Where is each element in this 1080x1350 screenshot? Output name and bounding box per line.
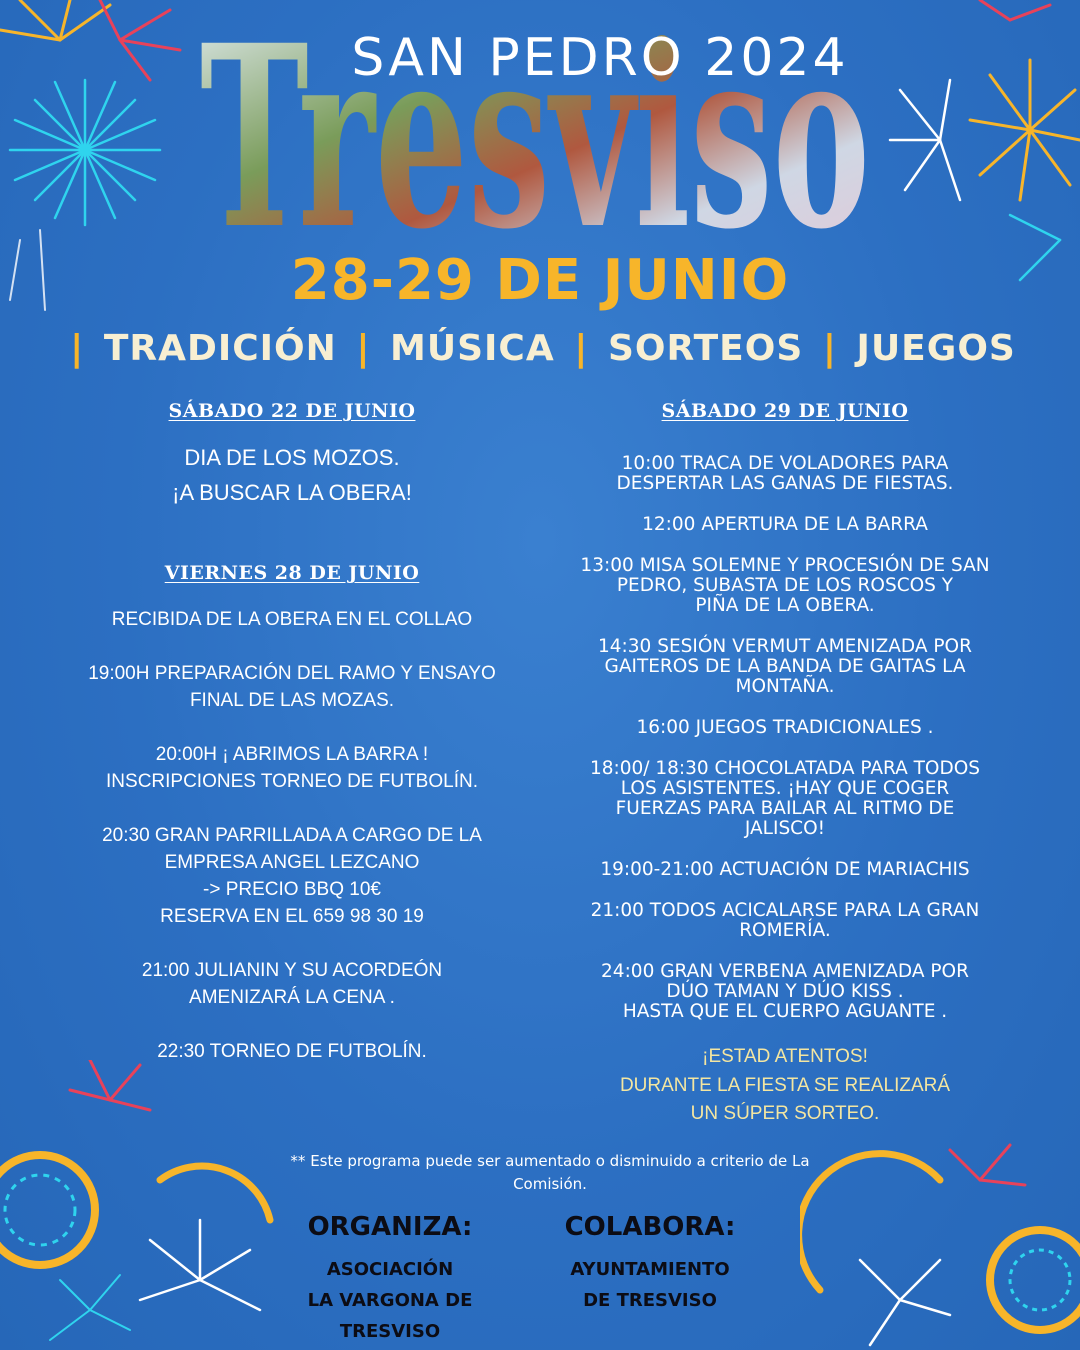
collaborator-block	[550, 1212, 750, 1316]
schedule-item: DIA DE LOS MOZOS. ¡A BUSCAR LA OBERA!	[172, 445, 412, 505]
separator: |	[822, 328, 837, 369]
day-heading-sabado-22: SÁBADO 22 DE JUNIO	[168, 400, 416, 422]
theme-musica: MÚSICA	[390, 328, 555, 369]
organiza-name: ASOCIACIÓN LA VARGONA DE TRESVISO	[307, 1259, 473, 1342]
schedule-right-column	[560, 400, 1010, 1129]
schedule-item: 21:00 JULIANIN Y SU ACORDEÓN AMENIZARÁ LA CENA .	[141, 960, 443, 1008]
schedule-item: 22:30 TORNEO DE FUTBOLÍN.	[157, 1041, 427, 1062]
schedule-item: 19:00-21:00 ACTUACIÓN DE MARIACHIS	[600, 859, 970, 880]
separator: |	[356, 328, 371, 369]
theme-juegos: JUEGOS	[856, 328, 1016, 369]
fireworks-bottom-left	[0, 1060, 290, 1350]
separator: |	[574, 328, 589, 369]
schedule-item: 10:00 TRACA DE VOLADORES PARA DESPERTAR LAS GANAS DE FIESTAS.	[616, 453, 954, 494]
schedule-item: 24:00 GRAN VERBENA AMENIZADA POR DÚO TAMAN Y DÚO KISS . HASTA QUE EL CUERPO AGUANTE .	[601, 961, 969, 1022]
themes-bar	[0, 328, 1080, 369]
schedule-item: 16:00 JUEGOS TRADICIONALES .	[636, 717, 934, 738]
schedule-item: 14:30 SESIÓN VERMUT AMENIZADA POR GAITEROS DE LA BANDA DE GAITAS LA MONTAÑA.	[598, 636, 972, 697]
day-heading-sabado-29: SÁBADO 29 DE JUNIO	[661, 400, 909, 422]
schedule-item: 19:00H PREPARACIÓN DEL RAMO Y ENSAYO FINAL DE LAS MOZAS.	[88, 663, 496, 711]
schedule-item: 18:00/ 18:30 CHOCOLATADA PARA TODOS LOS ASISTENTES. ¡HAY QUE COGER FUERZAS PARA BAILAR AL RITMO DE JALISCO!	[589, 758, 981, 839]
raffle-announcement: ¡ESTAD ATENTOS! DURANTE LA FIESTA SE REALIZARÁ UN SÚPER SORTEO.	[619, 1046, 951, 1124]
event-tagline: SAN PEDRO 2024	[351, 28, 849, 88]
organizer-block	[290, 1212, 490, 1347]
colabora-title: COLABORA:	[564, 1212, 736, 1242]
day-heading-viernes-28: VIERNES 28 DE JUNIO	[164, 562, 420, 584]
schedule-item: 12:00 APERTURA DE LA BARRA	[642, 514, 928, 535]
separator: |	[70, 328, 85, 369]
fireworks-bottom-right	[800, 1140, 1080, 1350]
title-text: Tresviso	[200, 0, 870, 240]
organiza-title: ORGANIZA:	[307, 1212, 473, 1242]
schedule-item: 13:00 MISA SOLEMNE Y PROCESIÓN DE SAN PEDRO, SUBASTA DE LOS ROSCOS Y PIÑA DE LA OBERA.	[580, 555, 990, 616]
schedule-item: RECIBIDA DE LA OBERA EN EL COLLAO	[111, 609, 473, 630]
event-dates: 28-29 DE JUNIO	[290, 248, 790, 313]
colabora-name: AYUNTAMIENTO DE TRESVISO	[570, 1259, 730, 1311]
schedule-left-column	[80, 400, 504, 1092]
theme-tradicion: TRADICIÓN	[103, 328, 337, 369]
schedule-item: 20:00H ¡ ABRIMOS LA BARRA ! INSCRIPCIONES TORNEO DE FUTBOLÍN.	[106, 744, 478, 792]
schedule-item: 20:30 GRAN PARRILLADA A CARGO DE LA EMPRESA ANGEL LEZCANO -> PRECIO BBQ 10€ RESERVA EN EL 659 98 30 19	[102, 825, 482, 927]
theme-sorteos: SORTEOS	[607, 328, 804, 369]
program-disclaimer: ** Este programa puede ser aumentado o disminuido a criterio de La Comisión.	[290, 1152, 810, 1193]
schedule-item: 21:00 TODOS ACICALARSE PARA LA GRAN ROMERÍA.	[590, 900, 980, 941]
